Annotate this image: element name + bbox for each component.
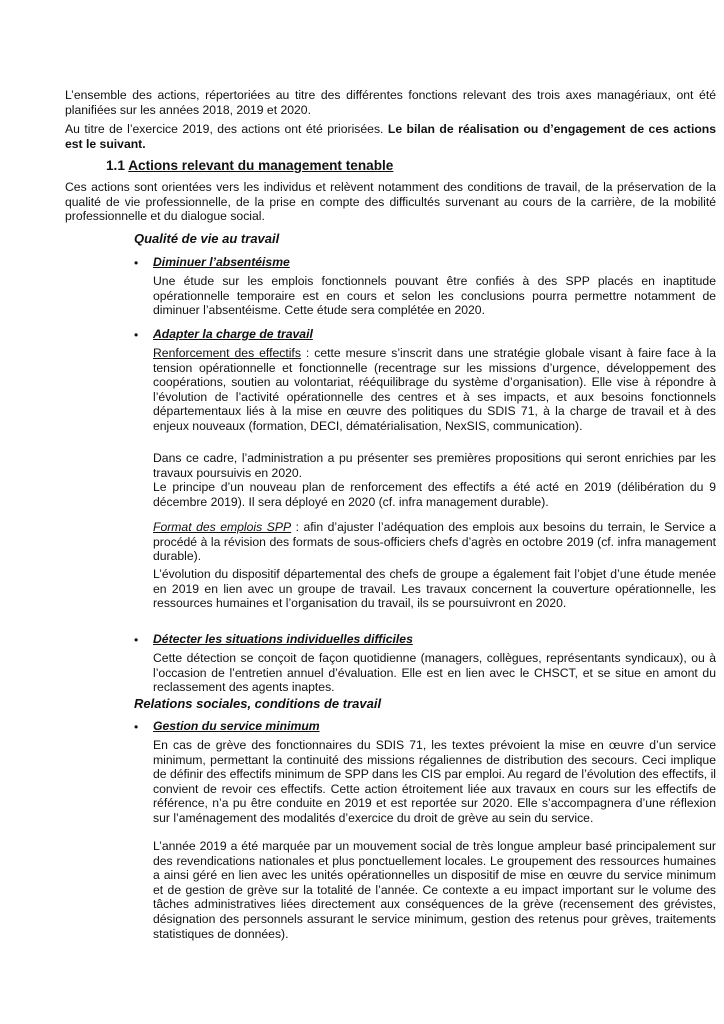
subsection-heading-relations: Relations sociales, conditions de travail	[134, 696, 382, 711]
bullet-icon: •	[134, 256, 139, 270]
bullet-icon: •	[134, 720, 139, 734]
format-text: : afin d’ajuster l’adéquation des emplois aux besoins du terrain, le Service a procédé à la révision des formats de sous-officiers chefs d’agrès en octobre 2019 (cf. infra management durable).	[153, 520, 716, 564]
section-number: 1.1	[106, 158, 125, 173]
section-intro: Ces actions sont orientées vers les individus et relèvent notamment des conditions de travail, de la préservation de la qualité de vie professionnelle, de la prise en compte des difficultés survenant au cours de la carrière, de la mobilité professionnelle et du dialogue social.	[65, 180, 716, 224]
item-title-situations: Détecter les situations individuelles difficiles	[153, 632, 413, 646]
bullet-icon: •	[134, 328, 139, 342]
item-title-charge: Adapter la charge de travail	[153, 327, 313, 341]
intro-paragraph-2	[65, 122, 716, 151]
item-text-service-minimum-1: En cas de grève des fonctionnaires du SDIS 71, les textes prévoient la mise en œuvre d’un service minimum, permettant la continuité des missions régaliennes de distribution des secours. Ceci implique de définir des effectifs minimum de SPP dans les CIS par emploi. Au regard de l’évolution des effectifs, il convient de revoir ces effectifs. Cette action étroitement liée aux travaux en cours sur les effectifs de référence, n’a pu être conduite en 2019 et est reportée sur 2020. Elle s’accompagnera d’une réflexion sur l’aménagement des modalités d’exercice du droit de grève au sein du service.	[153, 738, 716, 825]
section-heading	[106, 159, 706, 174]
section-title: Actions relevant du management tenable	[128, 158, 394, 173]
item-title-absenteisme: Diminuer l’absentéisme	[153, 255, 290, 269]
renforcement-text: : cette mesure s’inscrit dans une stratégie globale visant à faire face à la tension opérationnelle et fonctionnelle (recentrage sur les missions d’urgence, développement des coopérations, soutien au volontariat, rééquilibrage du système d’organisation). Elle vise à répondre à l’évolution de l’activité opérationnelle des centres et à ses impacts, et aux besoins fonctionnels départementaux liés à la mise en œuvre des politiques du SDIS 71, à la charge de travail et à des enjeux nouveaux (formation, DECI, dématérialisation, NexSIS, communication).	[153, 346, 716, 433]
item-text-renforcement	[153, 346, 716, 434]
format-label: Format des emplois SPP	[153, 520, 292, 534]
bullet-icon: •	[134, 633, 139, 647]
subsection-heading-qvt: Qualité de vie au travail	[134, 231, 280, 246]
renforcement-label: Renforcement des effectifs	[153, 346, 301, 360]
item-text-absenteisme: Une étude sur les emplois fonctionnels pouvant être confiés à des SPP placés en inaptitude opérationnelle temporaire est en cours et selon les conclusions pourra permettre notamment de diminuer l’absentéisme. Cette étude sera complétée en 2020.	[153, 274, 716, 318]
item-text-chefs-groupe: L’évolution du dispositif départemental des chefs de groupe a également fait l’objet d’une étude menée en 2019 en lien avec un groupe de travail. Les travaux concernent la couverture opérationnelle, les ressources humaines et l’organisation du travail, ils se poursuivront en 2020.	[153, 567, 716, 611]
item-text-cadre: Dans ce cadre, l’administration a pu présenter ses premières propositions qui seront enrichies par les travaux poursuivis en 2020.	[153, 451, 716, 480]
item-text-format	[153, 520, 716, 564]
item-text-plan: Le principe d’un nouveau plan de renforcement des effectifs a été acté en 2019 (délibération du 9 décembre 2019). Il sera déployé en 2020 (cf. infra management durable).	[153, 480, 716, 509]
item-text-service-minimum-2: L’année 2019 a été marquée par un mouvement social de très longue ampleur basé principalement sur des revendications nationales et plus ponctuellement locales. Le groupement des ressources humaines a ainsi géré en lien avec les unités opérationnelles un dispositif de mise en œuvre du service minimum et de gestion de grève sur la totalité de l’année. Ce contexte a eu impact important sur le volume des tâches administratives liées directement aux conséquences de la grève (recensement des grévistes, désignation des personnels assurant le service minimum, gestion des retenus pour grèves, traitements statistiques de données).	[153, 839, 716, 941]
item-title-service-minimum: Gestion du service minimum	[153, 719, 320, 733]
item-text-situations: Cette détection se conçoit de façon quotidienne (managers, collègues, représentants syndicaux), ou à l’occasion de l’entretien annuel d’évaluation. Elle est en lien avec le CHSCT, et se situe en amont du reclassement des agents inaptes.	[153, 651, 716, 695]
intro-text: Au titre de l’exercice 2019, des actions ont été priorisées.	[65, 122, 388, 136]
intro-paragraph-1: L’ensemble des actions, répertoriées au titre des différentes fonctions relevant des trois axes managériaux, ont été planifiées sur les années 2018, 2019 et 2020.	[65, 88, 716, 117]
intro-bold-text: Le bilan de réalisation ou d’engagement de ces actions est le suivant.	[65, 122, 716, 151]
